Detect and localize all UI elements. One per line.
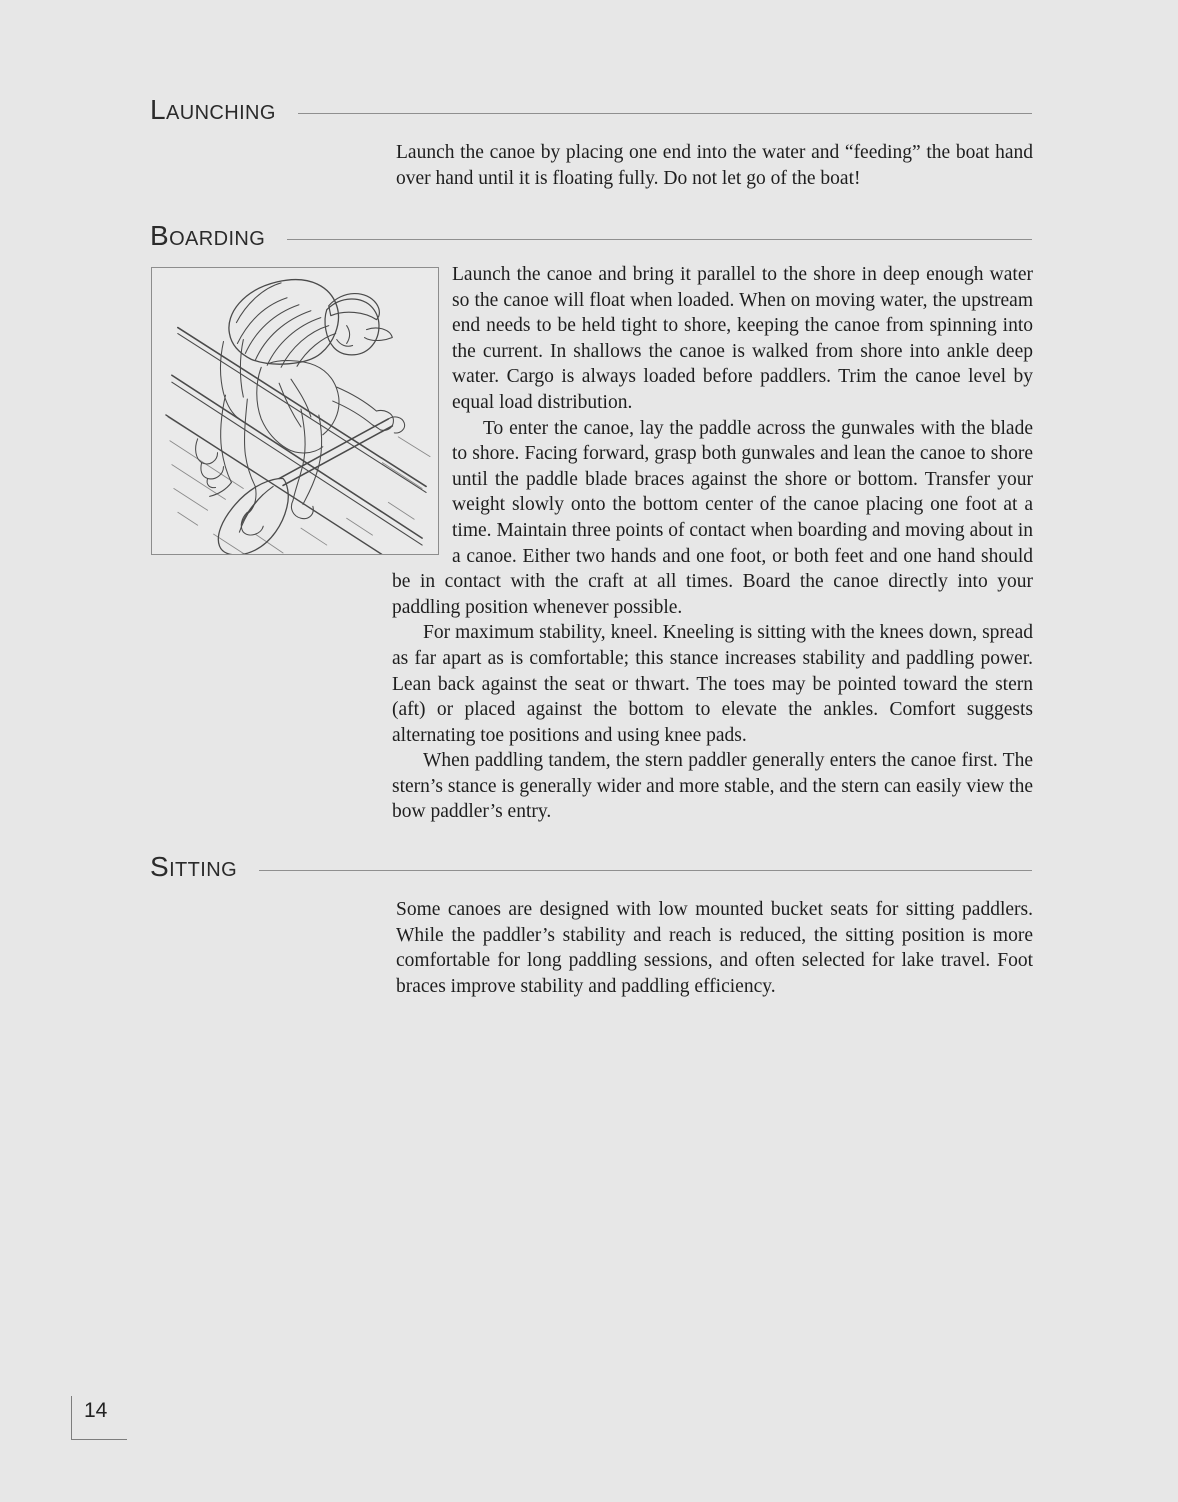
- paragraph: Launch the canoe and bring it parallel to the shore in deep enough water so the canoe will float when loaded. When on moving water, the upstream end needs to be held tight to shore, keeping the canoe from spinning into the current. In shallows the canoe is walked from shore into ankle deep water. Cargo is always loaded before paddlers. Trim the canoe level by equal load distribution.: [452, 264, 1033, 413]
- section-heading-launching: [150, 96, 1032, 124]
- paragraph: When paddling tandem, the stern paddler generally enters the canoe first. The stern’s stance is generally wider and more stable, and the stern can easily view the bow paddler’s entry.: [392, 750, 1033, 823]
- boarding-body-text: [392, 262, 1033, 825]
- section-heading-sitting: [150, 853, 1032, 881]
- page-number: 14: [84, 1399, 108, 1422]
- launching-body-text: [396, 140, 1033, 191]
- illustration-text-wrap-spacer: [392, 262, 452, 562]
- paragraph: To enter the canoe, lay the paddle across the gunwales with the blade to shore. Facing forward, grasp both gunwales and lean the canoe to shore until the paddle blade braces against the shore or bottom. Transfer your weight slowly onto the bottom center of the canoe placing one foot at a time. Maintain three points of contact when boarding and moving about in a canoe. Either two hands and one foot, or both feet and one hand should be in contact with the craft at all times. Board the canoe directly into your paddling position whenever possible.: [392, 417, 1033, 618]
- heading-rule: [298, 113, 1032, 114]
- paragraph: For maximum stability, kneel. Kneeling is sitting with the knees down, spread as far apart as is comfortable; this stance increases stability and paddling power. Lean back against the seat or thwart. The toes may be pointed toward the stern (aft) or placed against the bottom to elevate the ankles. Comfort suggests alternating toe positions and using knee pads.: [392, 622, 1033, 746]
- sitting-body-text: [396, 897, 1033, 999]
- section-heading-label: SITTING: [150, 851, 238, 882]
- section-heading-boarding: [150, 222, 1032, 250]
- section-heading-label: BOARDING: [150, 220, 266, 251]
- paragraph: Launch the canoe by placing one end into the water and “feeding” the boat hand over hand until it is floating fully. Do not let go of the boat!: [396, 142, 1033, 189]
- heading-rule: [287, 239, 1032, 240]
- heading-rule: [259, 870, 1032, 871]
- paragraph: Some canoes are designed with low mounted bucket seats for sitting paddlers. While the paddler’s stability and reach is reduced, the sitting position is more comfortable for long paddling sessions, and often selected for lake travel. Foot braces improve stability and paddling efficiency.: [396, 899, 1033, 997]
- section-heading-label: LAUNCHING: [150, 94, 276, 125]
- page-number-bracket: [71, 1396, 127, 1440]
